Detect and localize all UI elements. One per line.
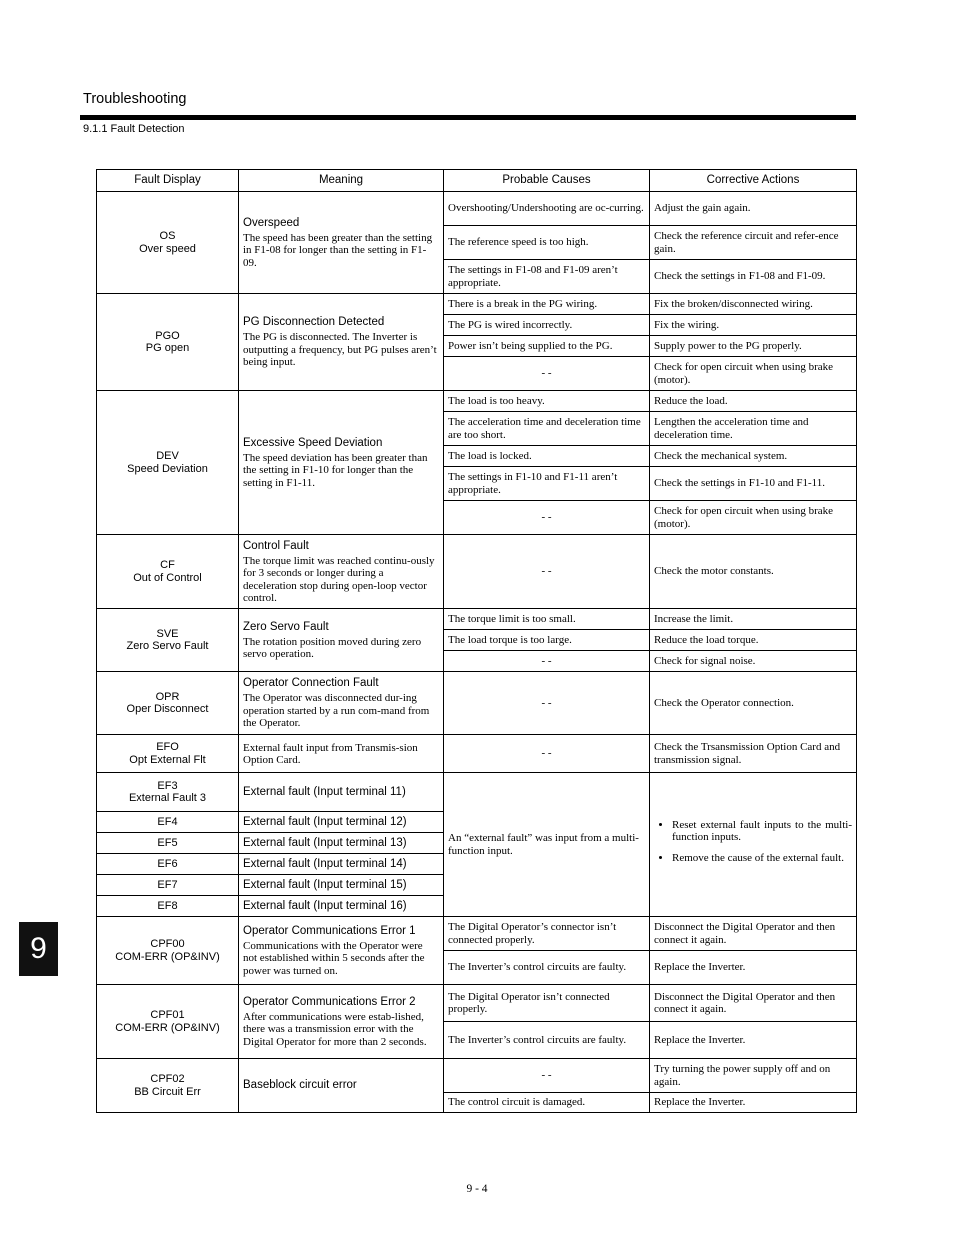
list-item: • Remove the cause of the external fault. — [672, 852, 852, 865]
action-cell: Fix the broken/disconnected wiring. — [650, 294, 857, 315]
fault-name: Oper Disconnect — [126, 703, 209, 715]
meaning-cell — [239, 294, 444, 391]
fault-display-cell — [97, 391, 239, 535]
table-row — [97, 535, 857, 609]
meaning-cell — [239, 1059, 444, 1113]
fault-display-cell — [97, 294, 239, 391]
fault-name: Out of Control — [133, 571, 202, 584]
column-header: Corrective Actions — [650, 170, 857, 192]
fault-name: Opt External Flt — [129, 753, 206, 766]
action-cell: Check the mechanical system. — [650, 446, 857, 467]
cause-cell: The PG is wired incorrectly. — [444, 315, 650, 336]
action-cell: Check for open circuit when using brake (motor). — [650, 357, 857, 391]
cause-cell: - - — [444, 357, 650, 391]
action-cell: Lengthen the acceleration time and deceleration time. — [650, 412, 857, 446]
table-header-row — [97, 170, 857, 192]
cause-cell: An “external fault” was input from a multi-function input. — [444, 773, 650, 917]
cause-cell: The settings in F1-10 and F1-11 aren’t appropriate. — [444, 467, 650, 501]
fault-display-cell — [97, 773, 239, 812]
meaning-title: Operator Communications Error 1 — [243, 924, 416, 937]
fault-code: EF6 — [97, 854, 239, 875]
cause-cell: The load is locked. — [444, 446, 650, 467]
meaning-title — [239, 854, 444, 875]
action-cell: Disconnect the Digital Operator and then connect it again. — [650, 917, 857, 951]
action-cell: Check the settings in F1-10 and F1-11. — [650, 467, 857, 501]
meaning-description: The speed has been greater than the setting in F1-08 for longer than the setting in F1-09. — [243, 231, 433, 269]
meaning-title — [239, 896, 444, 917]
fault-display-cell — [97, 535, 239, 609]
fault-code: EF5 — [97, 833, 239, 854]
table-row — [97, 735, 857, 773]
meaning-title: External fault (Input terminal 11) — [243, 785, 406, 798]
action-cell: Check for open circuit when using brake (motor). — [650, 501, 857, 535]
meaning-cell — [239, 192, 444, 294]
action-cell: Adjust the gain again. — [650, 192, 857, 226]
page-number: 9 - 4 — [466, 1183, 488, 1195]
table-row — [97, 1059, 857, 1093]
column-header: Fault Display — [97, 170, 239, 192]
fault-code: EF4 — [97, 812, 239, 833]
meaning-title: External fault (Input terminal 12) — [243, 815, 407, 828]
cause-cell: Power isn’t being supplied to the PG. — [444, 336, 650, 357]
table-row — [97, 391, 857, 412]
action-cell: Check the reference circuit and refer-ence gain. — [650, 226, 857, 260]
cause-cell: - - — [444, 672, 650, 735]
cause-cell: The Inverter’s control circuits are faulty. — [444, 951, 650, 985]
meaning-title: External fault (Input terminal 16) — [243, 899, 407, 912]
fault-name: Speed Deviation — [127, 462, 208, 475]
cause-cell: The Digital Operator isn’t connected properly. — [444, 985, 650, 1022]
action-cell: Check the settings in F1-08 and F1-09. — [650, 260, 857, 294]
cause-cell: The torque limit is too small. — [444, 609, 650, 630]
action-cell: Try turning the power supply off and on again. — [650, 1059, 857, 1093]
meaning-title: Overspeed — [243, 216, 300, 229]
action-cell: Check for signal noise. — [650, 651, 857, 672]
cause-cell: The acceleration time and deceleration time are too short. — [444, 412, 650, 446]
cause-cell: - - — [444, 735, 650, 773]
meaning-description: External fault input from Transmis-sion Option Card. — [243, 741, 418, 766]
section-title: Troubleshooting — [83, 91, 187, 107]
fault-code: CPF00 — [150, 938, 185, 950]
cause-cell: The Digital Operator’s connector isn’t connected properly. — [444, 917, 650, 951]
action-cell: Replace the Inverter. — [650, 1022, 857, 1059]
meaning-description: The PG is disconnected. The Inverter is outputting a frequency, but PG pulses aren’t being input. — [243, 331, 437, 369]
fault-display-cell — [97, 735, 239, 773]
meaning-cell — [239, 917, 444, 985]
cause-cell: The settings in F1-08 and F1-09 aren’t appropriate. — [444, 260, 650, 294]
fault-code: OPR — [155, 690, 180, 703]
action-cell: Replace the Inverter. — [650, 1093, 857, 1113]
table-row — [97, 985, 857, 1022]
fault-name: Over speed — [139, 242, 196, 255]
fault-display-cell — [97, 672, 239, 735]
action-list — [654, 819, 852, 865]
action-cell: Increase the limit. — [650, 609, 857, 630]
cause-cell: - - — [444, 651, 650, 672]
fault-code: DEV — [156, 450, 179, 462]
action-cell: Reduce the load torque. — [650, 630, 857, 651]
fault-name: External Fault 3 — [128, 792, 207, 804]
fault-display-cell — [97, 1059, 239, 1113]
action-cell: Check the motor constants. — [650, 535, 857, 609]
meaning-description: The Operator was disconnected dur-ing operation started by a run com-mand from the Operator. — [243, 692, 430, 730]
column-header: Probable Causes — [444, 170, 650, 192]
fault-code: SVE — [156, 627, 179, 640]
meaning-description: The torque limit was reached continu-ously for 3 seconds or longer during a deceleration stop during open-loop vector control. — [243, 554, 435, 604]
cause-cell: The control circuit is damaged. — [444, 1093, 650, 1113]
action-cell: Check the Operator connection. — [650, 672, 857, 735]
fault-code: EFO — [156, 741, 179, 753]
action-cell: Check the Trsansmission Option Card and transmission signal. — [650, 735, 857, 773]
action-cell: Supply power to the PG properly. — [650, 336, 857, 357]
action-cell: Disconnect the Digital Operator and then connect it again. — [650, 985, 857, 1022]
list-item: • Reset external fault inputs to the multi-function inputs. — [672, 819, 852, 844]
meaning-description: The speed deviation has been greater than the setting in F1-10 for longer than the setting in F1-11. — [243, 451, 428, 489]
meaning-title — [239, 833, 444, 854]
action-cell: Replace the Inverter. — [650, 951, 857, 985]
cause-cell: Overshooting/Undershooting are oc-curring. — [444, 192, 650, 226]
meaning-cell — [239, 672, 444, 735]
meaning-title — [239, 812, 444, 833]
meaning-title: Zero Servo Fault — [243, 620, 329, 633]
cause-cell: The load torque is too large. — [444, 630, 650, 651]
meaning-title: Excessive Speed Deviation — [243, 436, 383, 449]
fault-display-cell — [97, 917, 239, 985]
fault-name: BB Circuit Err — [134, 1085, 201, 1098]
chapter-tab: 9 — [19, 922, 58, 976]
subsection-label: 9.1.1 Fault Detection — [83, 123, 185, 135]
meaning-title: External fault (Input terminal 13) — [243, 836, 407, 849]
meaning-cell — [239, 773, 444, 812]
fault-code: OS — [159, 230, 176, 242]
action-cell — [650, 773, 857, 917]
cause-cell: - - — [444, 535, 650, 609]
cause-cell: - - — [444, 501, 650, 535]
meaning-title: Baseblock circuit error — [243, 1079, 357, 1091]
meaning-cell — [239, 609, 444, 672]
fault-name: COM-ERR (OP&INV) — [115, 1021, 220, 1034]
fault-code: EF8 — [97, 896, 239, 917]
meaning-description: The rotation position moved during zero servo operation. — [243, 635, 422, 660]
fault-code: PGO — [155, 329, 180, 342]
meaning-description: Communications with the Operator were not established within 5 seconds after the power was turned on. — [243, 939, 425, 977]
table-row — [97, 192, 857, 226]
table-row — [97, 672, 857, 735]
header-rule — [80, 115, 856, 120]
table-row — [97, 609, 857, 630]
meaning-title — [239, 875, 444, 896]
fault-code: CF — [160, 559, 175, 571]
meaning-cell — [239, 535, 444, 609]
fault-display-cell — [97, 609, 239, 672]
meaning-title: Operator Connection Fault — [243, 677, 379, 690]
action-cell: Fix the wiring. — [650, 315, 857, 336]
fault-display-cell — [97, 985, 239, 1059]
column-header: Meaning — [239, 170, 444, 192]
cause-cell: - - — [444, 1059, 650, 1093]
fault-detection-table — [96, 169, 857, 1113]
meaning-title: Operator Communications Error 2 — [243, 995, 416, 1008]
meaning-cell — [239, 735, 444, 773]
fault-display-cell — [97, 192, 239, 294]
fault-name: PG open — [145, 342, 190, 354]
cause-cell: The Inverter’s control circuits are faulty. — [444, 1022, 650, 1059]
meaning-title: External fault (Input terminal 14) — [243, 857, 407, 870]
meaning-description: After communications were estab-lished, there was a transmission error with the Digital Operator for more than 2 seconds. — [243, 1010, 427, 1048]
action-cell: Reduce the load. — [650, 391, 857, 412]
fault-code: EF3 — [157, 779, 178, 792]
fault-code: EF7 — [97, 875, 239, 896]
table-row — [97, 294, 857, 315]
meaning-cell — [239, 391, 444, 535]
cause-cell: The load is too heavy. — [444, 391, 650, 412]
fault-code: CPF02 — [150, 1073, 185, 1085]
table-row — [97, 773, 857, 812]
meaning-title: Control Fault — [243, 539, 309, 552]
meaning-title: PG Disconnection Detected — [243, 316, 385, 329]
meaning-title: External fault (Input terminal 15) — [243, 878, 407, 891]
fault-code: CPF01 — [150, 1009, 185, 1021]
fault-name: Zero Servo Fault — [126, 640, 209, 652]
cause-cell: There is a break in the PG wiring. — [444, 294, 650, 315]
meaning-cell — [239, 985, 444, 1059]
cause-cell: The reference speed is too high. — [444, 226, 650, 260]
table-row — [97, 917, 857, 951]
fault-name: COM-ERR (OP&INV) — [115, 950, 220, 963]
